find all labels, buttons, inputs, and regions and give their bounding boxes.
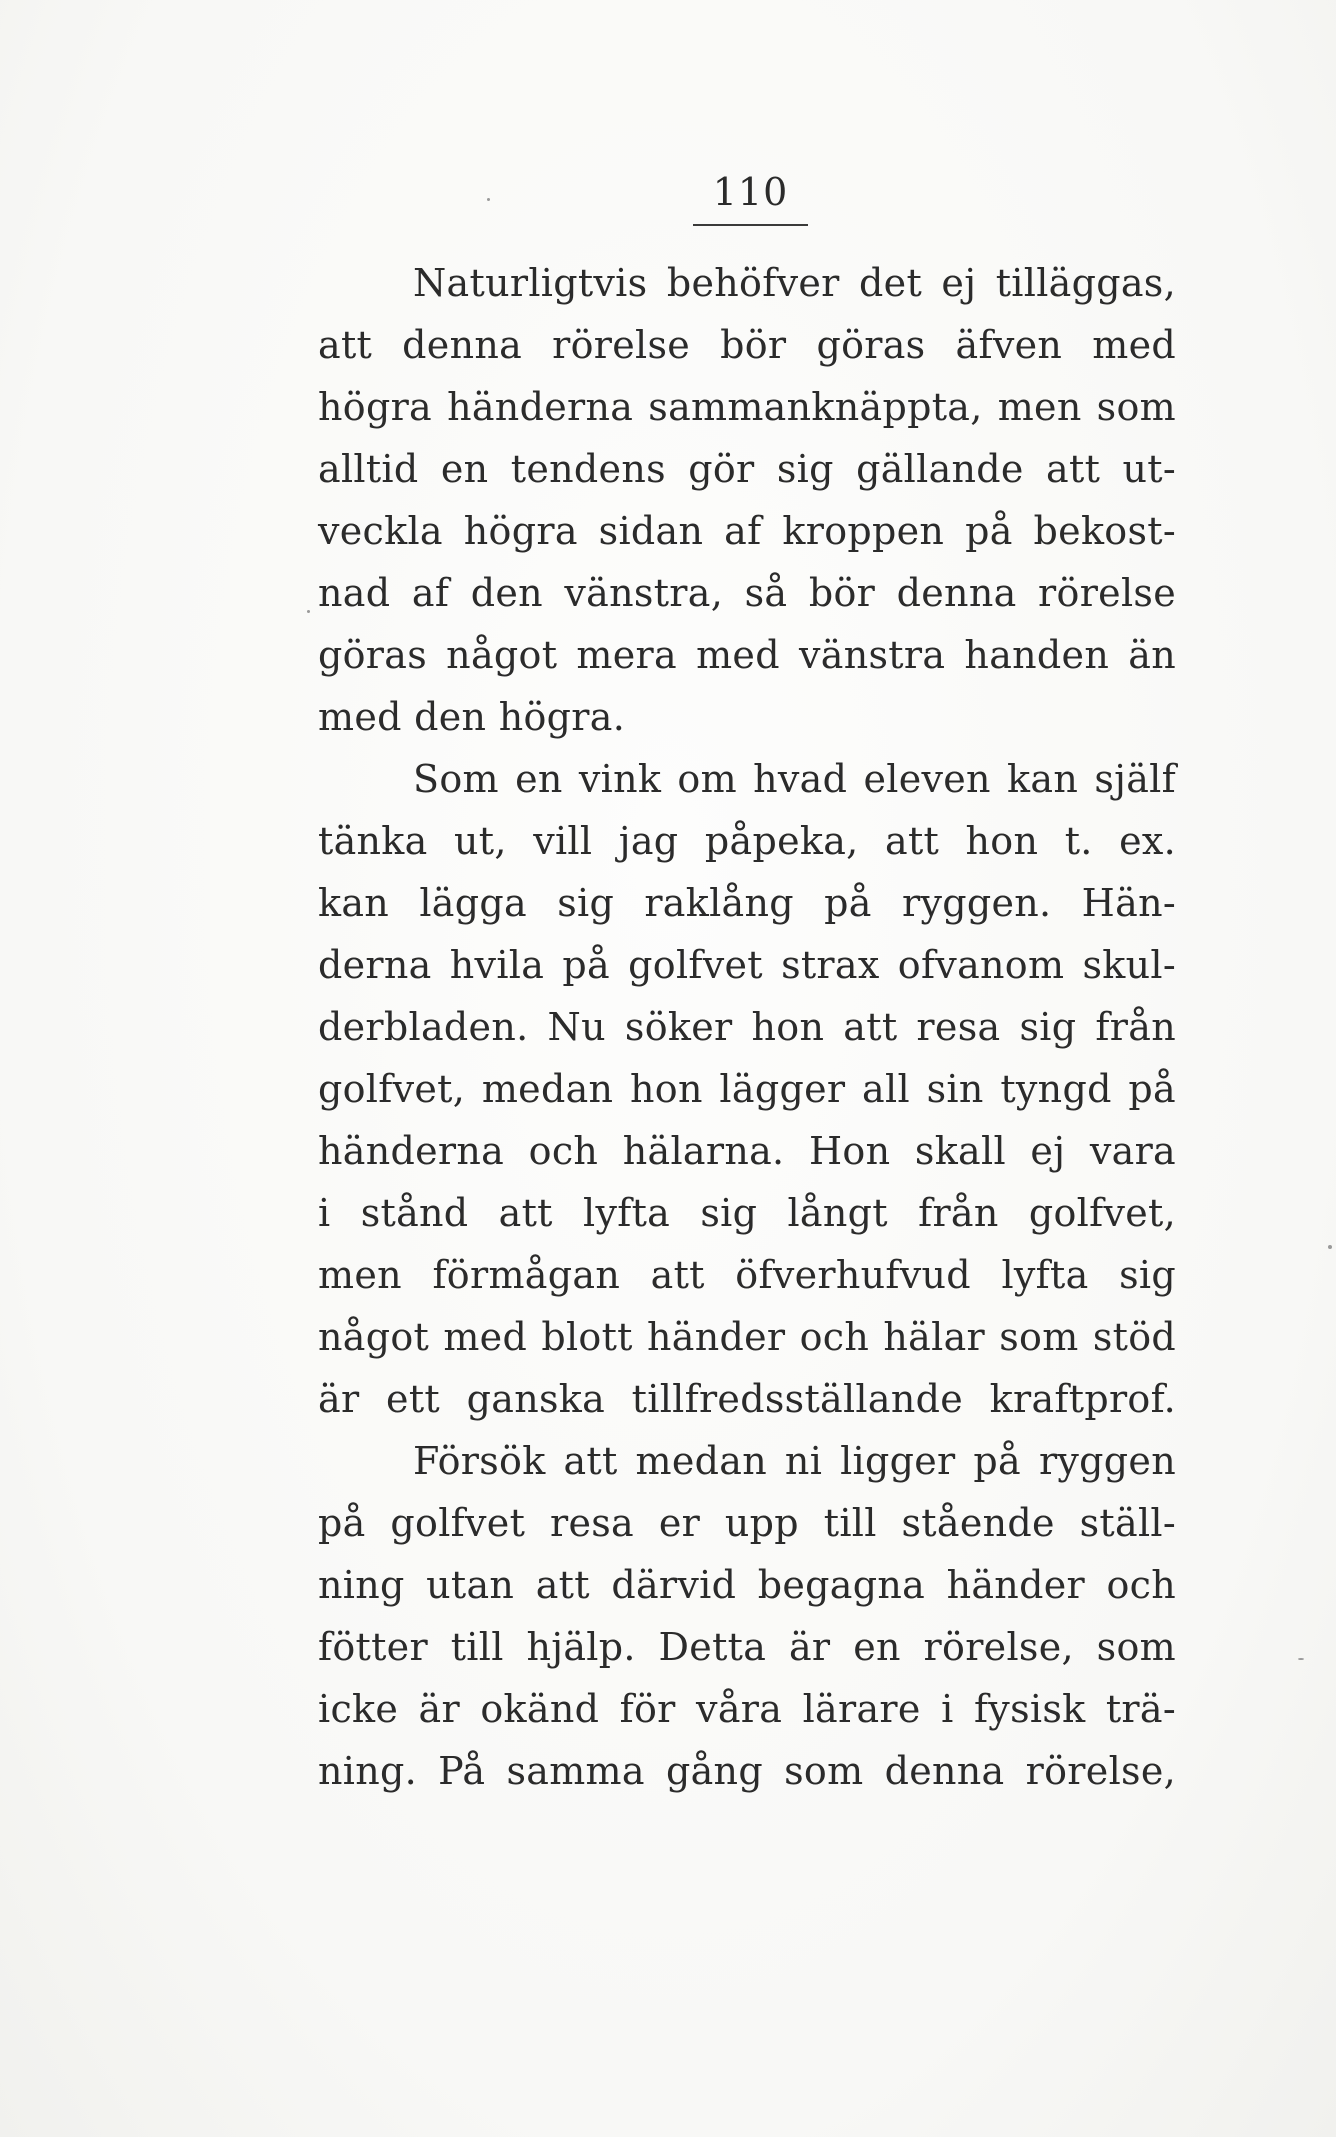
- text-line-5: veckla högra sidan af kroppen på bekost-: [318, 509, 1176, 553]
- paper-speck: [487, 198, 490, 201]
- text-line-18: något med blott händer och hälar som stöd: [318, 1315, 1176, 1359]
- text-line-20: Försök att medan ni ligger på ryggen: [413, 1439, 1176, 1483]
- page-number-rule: [693, 224, 808, 226]
- paper-speck: [1298, 1658, 1304, 1660]
- text-line-14: golfvet, medan hon lägger all sin tyngd på: [318, 1067, 1176, 1111]
- text-line-4: alltid en tendens gör sig gällande att ut-: [318, 447, 1176, 491]
- text-line-22: ning utan att därvid begagna händer och: [318, 1563, 1176, 1607]
- text-line-1: Naturligtvis behöfver det ej tilläggas,: [413, 261, 1176, 305]
- text-line-12: derna hvila på golfvet strax ofvanom skul-: [318, 943, 1176, 987]
- text-line-19: är ett ganska tillfredsställande kraftprof.: [318, 1377, 1176, 1421]
- text-line-23: fötter till hjälp. Detta är en rörelse, som: [318, 1625, 1176, 1669]
- page-number: 110: [712, 170, 789, 214]
- text-line-21: på golfvet resa er upp till stående ställ-: [318, 1501, 1176, 1545]
- paper-speck: [307, 610, 310, 613]
- text-line-6: nad af den vänstra, så bör denna rörelse: [318, 571, 1176, 615]
- text-line-15: händerna och hälarna. Hon skall ej vara: [318, 1129, 1176, 1173]
- text-line-17: men förmågan att öfverhufvud lyfta sig: [318, 1253, 1176, 1297]
- paper-speck: [1328, 1245, 1332, 1249]
- text-line-25: ning. På samma gång som denna rörelse,: [318, 1749, 1176, 1793]
- text-line-16: i stånd att lyfta sig långt från golfvet,: [318, 1191, 1176, 1235]
- text-line-9: Som en vink om hvad eleven kan själf: [413, 757, 1176, 801]
- text-line-10: tänka ut, vill jag påpeka, att hon t. ex.: [318, 819, 1176, 863]
- text-line-7: göras något mera med vänstra handen än: [318, 633, 1176, 677]
- text-line-8: med den högra.: [318, 695, 626, 739]
- text-line-11: kan lägga sig raklång på ryggen. Hän-: [318, 881, 1176, 925]
- text-line-2: att denna rörelse bör göras äfven med: [318, 323, 1176, 367]
- text-line-24: icke är okänd för våra lärare i fysisk trä-: [318, 1687, 1176, 1731]
- text-line-13: derbladen. Nu söker hon att resa sig från: [318, 1005, 1176, 1049]
- text-line-3: högra händerna sammanknäppta, men som: [318, 385, 1176, 429]
